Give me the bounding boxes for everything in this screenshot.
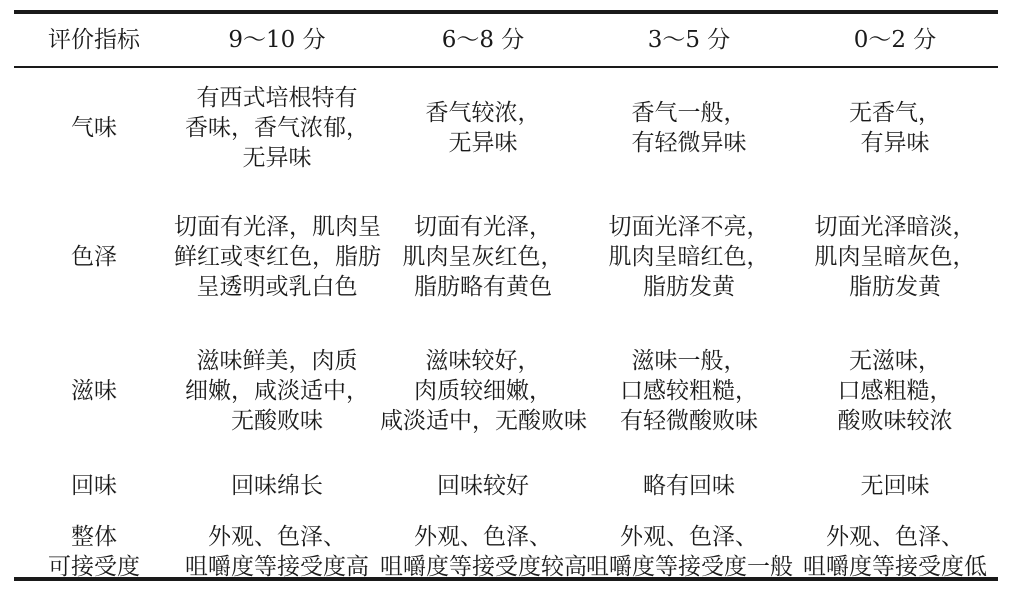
cell-line: 整体 <box>71 524 117 550</box>
cell-line: 色泽 <box>71 244 117 270</box>
cell-line: 无回味 <box>860 473 930 499</box>
cell-line: 滋味 <box>71 377 117 404</box>
cell-line: 滋味较好， <box>425 347 541 374</box>
cell-line: 肌肉呈暗红色， <box>608 244 770 270</box>
cell-line: 酸败味较浓 <box>837 407 953 434</box>
taste-score-9-10 <box>174 325 380 456</box>
cell-line: 肌肉呈灰红色， <box>402 244 564 270</box>
cell-line: 回味绵长 <box>231 473 323 499</box>
cell-line: 鲜红或枣红色，脂肪 <box>174 244 381 270</box>
cell-line: 切面光泽暗淡， <box>814 214 976 240</box>
taste-score-0-2 <box>792 325 998 456</box>
cell-line: 脂肪发黄 <box>643 274 735 300</box>
odor-score-9-10 <box>174 66 380 189</box>
cell-line: 无滋味， <box>849 347 941 374</box>
cell-line: 咀嚼度等接受度低 <box>803 554 987 580</box>
header-score-0-2: 0～2 分 <box>853 27 937 53</box>
table-row-aftertaste <box>14 456 998 516</box>
odor-score-6-8 <box>380 66 586 189</box>
aftertaste-score-0-2 <box>792 456 998 516</box>
odor-score-3-5 <box>586 66 792 189</box>
row-label-aftertaste <box>14 456 174 516</box>
header-score-6-8: 6～8 分 <box>441 27 525 53</box>
aftertaste-score-3-5 <box>586 456 792 516</box>
table-row-color <box>14 189 998 325</box>
cell-line: 有异味 <box>860 129 930 156</box>
row-label-acceptability <box>14 516 174 588</box>
aftertaste-score-9-10 <box>174 456 380 516</box>
header-score-3-5: 3～5 分 <box>647 27 731 53</box>
acceptability-score-6-8 <box>380 516 586 588</box>
cell-line: 略有回味 <box>643 473 735 499</box>
table-header-row <box>14 14 998 66</box>
cell-line: 外观、色泽、 <box>208 524 346 550</box>
cell-line: 切面有光泽，肌肉呈 <box>174 214 381 240</box>
cell-line: 无异味 <box>448 129 518 156</box>
cell-line: 有轻微异味 <box>631 129 747 156</box>
table-row-acceptability <box>14 516 998 588</box>
cell-line: 切面光泽不亮， <box>608 214 770 240</box>
cell-line: 呈透明或乳白色 <box>196 274 358 300</box>
table-row-taste <box>14 325 998 456</box>
cell-line: 回味 <box>71 473 117 499</box>
table-row-odor <box>14 66 998 189</box>
acceptability-score-0-2 <box>792 516 998 588</box>
cell-line: 气味 <box>71 114 117 141</box>
cell-line: 口感粗糙， <box>837 377 953 404</box>
header-indicator: 评价指标 <box>48 27 140 53</box>
aftertaste-score-6-8 <box>380 456 586 516</box>
row-label-odor <box>14 66 174 189</box>
cell-line: 咸淡适中，无酸败味 <box>380 407 587 434</box>
cell-line: 有西式培根特有 <box>196 84 358 111</box>
acceptability-score-9-10 <box>174 516 380 588</box>
cell-line: 无异味 <box>242 144 312 171</box>
header-score-9-10: 9～10 分 <box>228 27 326 53</box>
cell-line: 可接受度 <box>48 554 140 580</box>
cell-line: 口感较粗糙， <box>620 377 758 404</box>
cell-line: 切面有光泽， <box>414 214 552 240</box>
cell-line: 外观、色泽、 <box>620 524 758 550</box>
cell-line: 肌肉呈暗灰色， <box>814 244 976 270</box>
acceptability-score-3-5 <box>586 516 792 588</box>
cell-line: 滋味鲜美，肉质 <box>196 347 358 374</box>
color-score-0-2 <box>792 189 998 325</box>
color-score-6-8 <box>380 189 586 325</box>
cell-line: 咀嚼度等接受度高 <box>185 554 369 580</box>
color-score-3-5 <box>586 189 792 325</box>
cell-line: 香气一般， <box>631 99 747 126</box>
cell-line: 香气较浓， <box>425 99 541 126</box>
cell-line: 细嫩，咸淡适中， <box>185 377 369 404</box>
cell-line: 脂肪略有黄色 <box>414 274 552 300</box>
cell-line: 滋味一般， <box>631 347 747 374</box>
color-score-9-10 <box>174 189 380 325</box>
cell-line: 外观、色泽、 <box>826 524 964 550</box>
taste-score-6-8 <box>380 325 586 456</box>
cell-line: 香味，香气浓郁， <box>185 114 369 141</box>
cell-line: 无香气， <box>849 99 941 126</box>
cell-line: 咀嚼度等接受度较高 <box>380 554 587 580</box>
cell-line: 肉质较细嫩， <box>414 377 552 404</box>
odor-score-0-2 <box>792 66 998 189</box>
row-label-color <box>14 189 174 325</box>
cell-line: 外观、色泽、 <box>414 524 552 550</box>
cell-line: 脂肪发黄 <box>849 274 941 300</box>
cell-line: 无酸败味 <box>231 407 323 434</box>
taste-score-3-5 <box>586 325 792 456</box>
cell-line: 有轻微酸败味 <box>620 407 758 434</box>
row-label-taste <box>14 325 174 456</box>
sensory-evaluation-table <box>14 14 998 588</box>
cell-line: 咀嚼度等接受度一般 <box>586 554 793 580</box>
cell-line: 回味较好 <box>437 473 529 499</box>
